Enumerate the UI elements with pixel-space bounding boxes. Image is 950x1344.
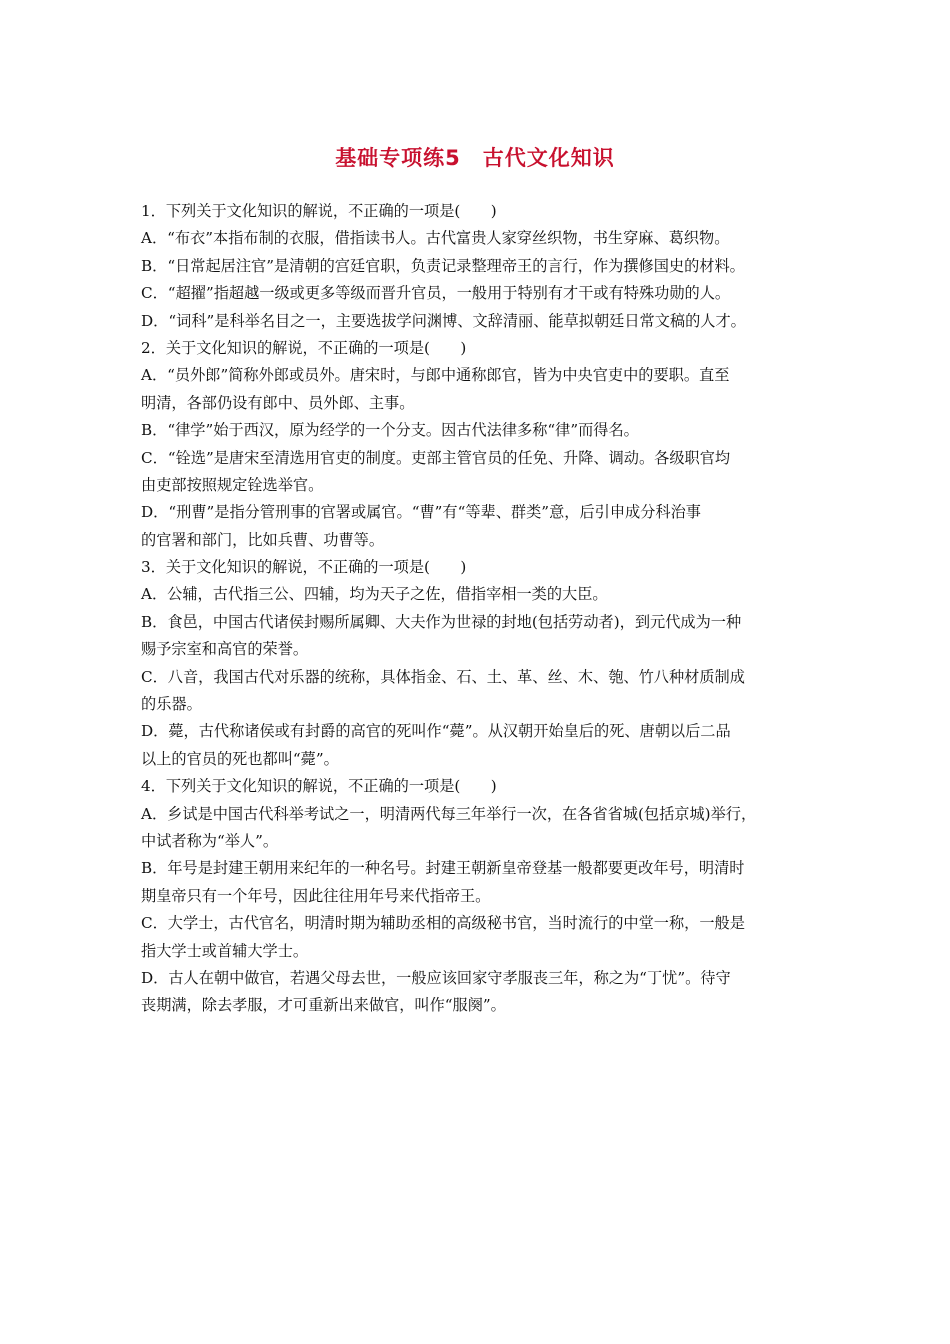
question-2-option-a-cont: 明清，各部仍设有郎中、员外郎、主事。 bbox=[141, 393, 415, 412]
question-2-option-d: D．“刑曹”是指分管刑事的官署或属官。“曹”有“等辈、群类”意，后引申成分科治事 bbox=[141, 503, 701, 522]
document-body bbox=[141, 198, 821, 1020]
question-3-option-a: A．公辅，古代指三公、四辅，均为天子之佐，借指宰相一类的大臣。 bbox=[141, 585, 608, 604]
question-3-option-d-cont: 以上的官员的死也都叫“薨”。 bbox=[141, 749, 339, 768]
document-title: 基础专项练5 古代文化知识 bbox=[335, 146, 615, 170]
question-4-option-a: A．乡试是中国古代科举考试之一，明清两代每三年举行一次，在各省省城(包括京城)举行， bbox=[141, 804, 757, 823]
question-3-option-c-cont: 的乐器。 bbox=[141, 695, 202, 714]
question-4-option-b-cont: 期皇帝只有一个年号，因此往往用年号来代指帝王。 bbox=[141, 886, 491, 905]
question-1-option-b: B．“日常起居注官”是清朝的宫廷官职，负责记录整理帝王的言行，作为撰修国史的材料。 bbox=[141, 256, 745, 275]
question-3-option-c: C．八音，我国古代对乐器的统称，具体指金、石、土、革、丝、木、匏、竹八种材质制成 bbox=[141, 667, 745, 686]
question-4-option-c: C．大学士，古代官名，明清时期为辅助丞相的高级秘书官，当时流行的中堂一称，一般是 bbox=[141, 914, 745, 933]
question-1-option-c: C．“超擢”指超越一级或更多等级而晋升官员，一般用于特别有才干或有特殊功勋的人。 bbox=[141, 284, 731, 303]
question-4-option-b: B．年号是封建王朝用来纪年的一种名号。封建王朝新皇帝登基一般都要更改年号，明清时 bbox=[141, 859, 745, 878]
question-1-option-a: A．“布衣”本指布制的衣服，借指读书人。古代富贵人家穿丝织物，书生穿麻、葛织物。 bbox=[141, 229, 730, 248]
question-3-option-b-cont: 赐予宗室和高官的荣誉。 bbox=[141, 640, 309, 659]
question-4-option-c-cont: 指大学士或首辅大学士。 bbox=[141, 941, 309, 960]
question-4-option-a-cont: 中试者称为“举人”。 bbox=[141, 831, 279, 850]
question-1-option-d: D．“词科”是科举名目之一，主要选拔学问渊博、文辞清丽、能草拟朝廷日常文稿的人才。 bbox=[141, 311, 746, 330]
question-1-stem: 1．下列关于文化知识的解说，不正确的一项是( ) bbox=[141, 202, 497, 220]
question-3-option-d: D．薨，古代称诸侯或有封爵的高官的死叫作“薨”。从汉朝开始皇后的死、唐朝以后二品 bbox=[141, 722, 731, 741]
question-2-option-c-cont: 由吏部按照规定铨选举官。 bbox=[141, 475, 324, 494]
question-2-option-c: C．“铨选”是唐宋至清选用官吏的制度。吏部主管官员的任免、升降、调动。各级职官均 bbox=[141, 448, 731, 467]
question-3-option-b: B．食邑，中国古代诸侯封赐所属卿、大夫作为世禄的封地(包括劳动者)，到元代成为一种 bbox=[141, 612, 742, 631]
question-4-option-d-cont: 丧期满，除去孝服，才可重新出来做官，叫作“服阕”。 bbox=[141, 996, 506, 1015]
question-2-stem: 2．关于文化知识的解说，不正确的一项是( ) bbox=[141, 338, 467, 357]
question-4-option-d: D．古人在朝中做官，若遇父母去世，一般应该回家守孝服丧三年，称之为“丁忧”。待守 bbox=[141, 968, 731, 987]
question-3-stem: 3．关于文化知识的解说，不正确的一项是( ) bbox=[141, 558, 467, 577]
question-2-option-a: A．“员外郎”简称外郎或员外。唐宋时，与郎中通称郎官，皆为中央官吏中的要职。直至 bbox=[141, 366, 730, 385]
question-4-stem: 4．下列关于文化知识的解说，不正确的一项是( ) bbox=[141, 777, 497, 796]
question-2-option-d-cont: 的官署和部门，比如兵曹、功曹等。 bbox=[141, 530, 384, 549]
question-2-option-b: B．“律学”始于西汉，原为经学的一个分支。因古代法律多称“律”而得名。 bbox=[141, 421, 639, 440]
